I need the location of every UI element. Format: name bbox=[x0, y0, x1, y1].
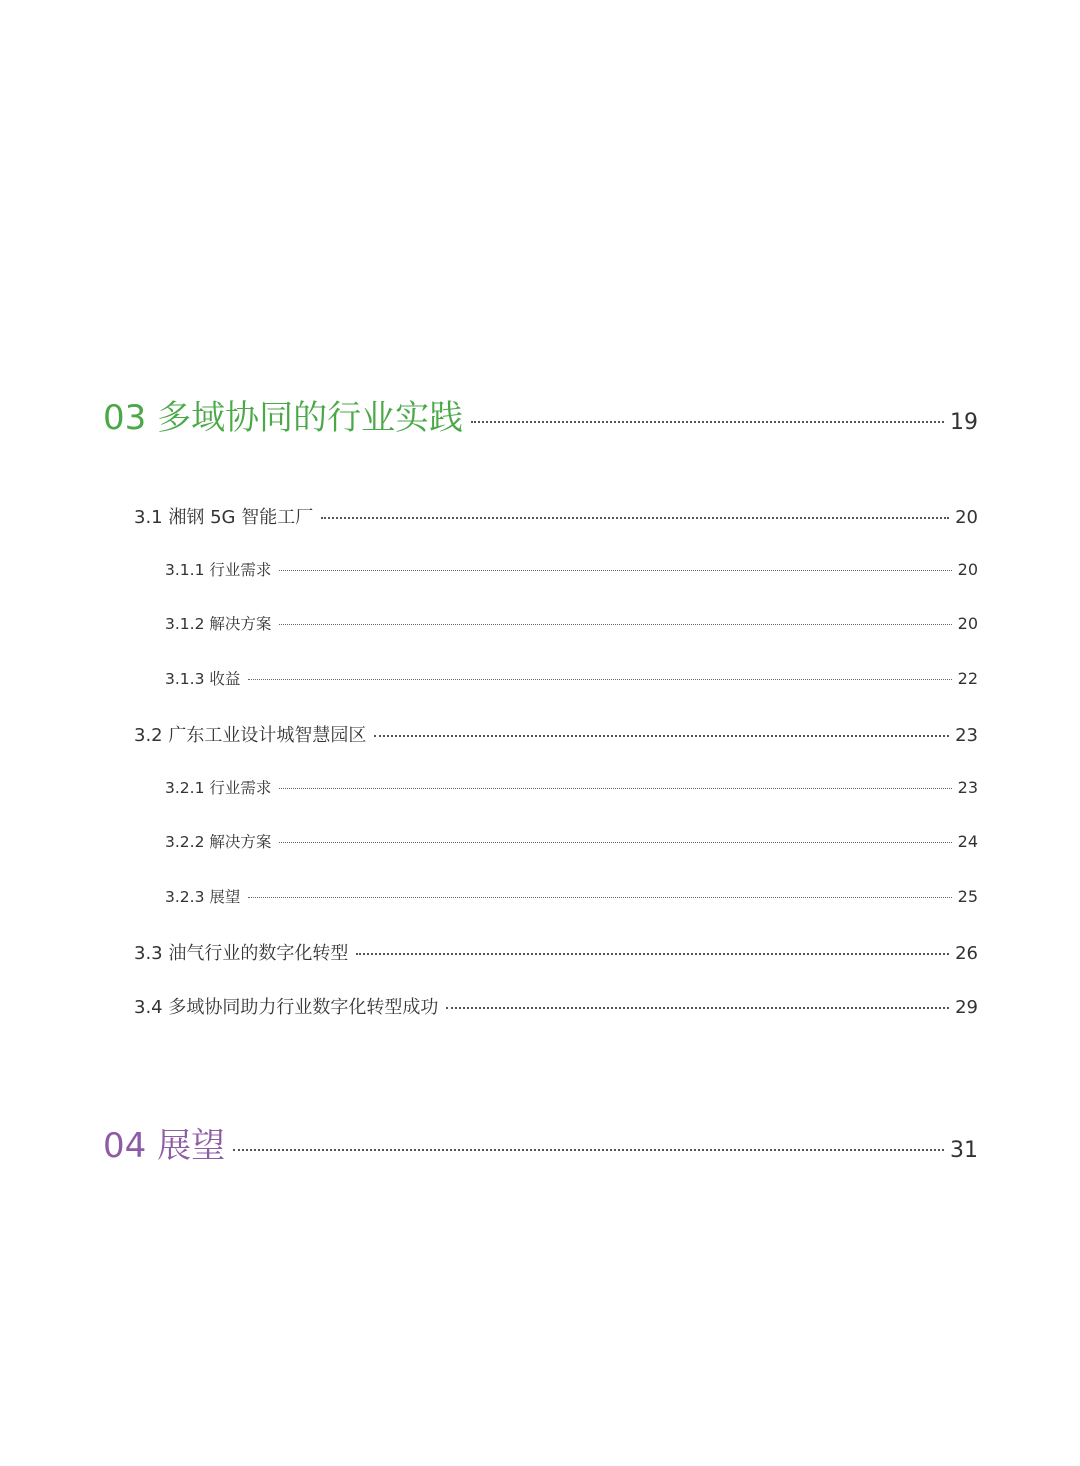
toc-page-number: 26 bbox=[955, 943, 978, 964]
toc-chapter-03[interactable] bbox=[103, 390, 978, 439]
toc-page-number: 29 bbox=[955, 997, 978, 1018]
toc-subsection-title: 3.1.2 解决方案 bbox=[165, 615, 272, 633]
toc-page-number: 25 bbox=[957, 887, 978, 906]
toc-subsection-3-1-3[interactable] bbox=[165, 667, 978, 689]
toc-subsection-3-1-2[interactable] bbox=[165, 612, 978, 634]
toc-chapter-title: 03 多域协同的行业实践 bbox=[103, 398, 464, 438]
toc-subsection-3-2-2[interactable] bbox=[165, 830, 978, 852]
toc-section-3-3[interactable] bbox=[134, 939, 978, 965]
toc-subsection-3-2-1[interactable] bbox=[165, 776, 978, 798]
dot-leader bbox=[374, 735, 949, 737]
toc-page-number: 24 bbox=[957, 832, 978, 851]
toc-page-number: 31 bbox=[950, 1138, 978, 1163]
toc-subsection-title: 3.2.1 行业需求 bbox=[165, 779, 272, 797]
toc-section-3-2[interactable] bbox=[134, 721, 978, 747]
dot-leader bbox=[248, 679, 951, 680]
toc-page-number: 20 bbox=[957, 614, 978, 633]
toc-page-number: 22 bbox=[957, 669, 978, 688]
toc-subsection-title: 3.2.2 解决方案 bbox=[165, 833, 272, 851]
toc-subsection-title: 3.1.3 收益 bbox=[165, 670, 241, 688]
dot-leader bbox=[279, 570, 951, 571]
toc-section-3-4[interactable] bbox=[134, 993, 978, 1019]
dot-leader bbox=[279, 842, 951, 843]
toc-page-number: 19 bbox=[950, 410, 978, 435]
toc-section-title: 3.3 油气行业的数字化转型 bbox=[134, 943, 349, 964]
dot-leader bbox=[321, 517, 949, 519]
toc-subsection-3-2-3[interactable] bbox=[165, 885, 978, 907]
dot-leader bbox=[446, 1007, 949, 1009]
toc-chapter-04[interactable] bbox=[103, 1118, 978, 1167]
toc-section-title: 3.2 广东工业设计城智慧园区 bbox=[134, 725, 367, 746]
toc-page-number: 20 bbox=[957, 560, 978, 579]
toc-page-number: 23 bbox=[955, 725, 978, 746]
dot-leader bbox=[248, 897, 951, 898]
toc-subsection-title: 3.1.1 行业需求 bbox=[165, 561, 272, 579]
dot-leader bbox=[279, 624, 951, 625]
toc-section-title: 3.1 湘钢 5G 智能工厂 bbox=[134, 507, 314, 528]
toc-section-3-1[interactable] bbox=[134, 503, 978, 529]
dot-leader bbox=[356, 953, 949, 955]
toc-subsection-title: 3.2.3 展望 bbox=[165, 888, 241, 906]
dot-leader bbox=[279, 788, 951, 789]
toc-chapter-title: 04 展望 bbox=[103, 1126, 226, 1166]
dot-leader bbox=[471, 421, 944, 423]
toc-section-title: 3.4 多域协同助力行业数字化转型成功 bbox=[134, 997, 439, 1018]
toc-page-number: 23 bbox=[957, 778, 978, 797]
toc-subsection-3-1-1[interactable] bbox=[165, 558, 978, 580]
dot-leader bbox=[233, 1149, 944, 1151]
toc-page-number: 20 bbox=[955, 507, 978, 528]
